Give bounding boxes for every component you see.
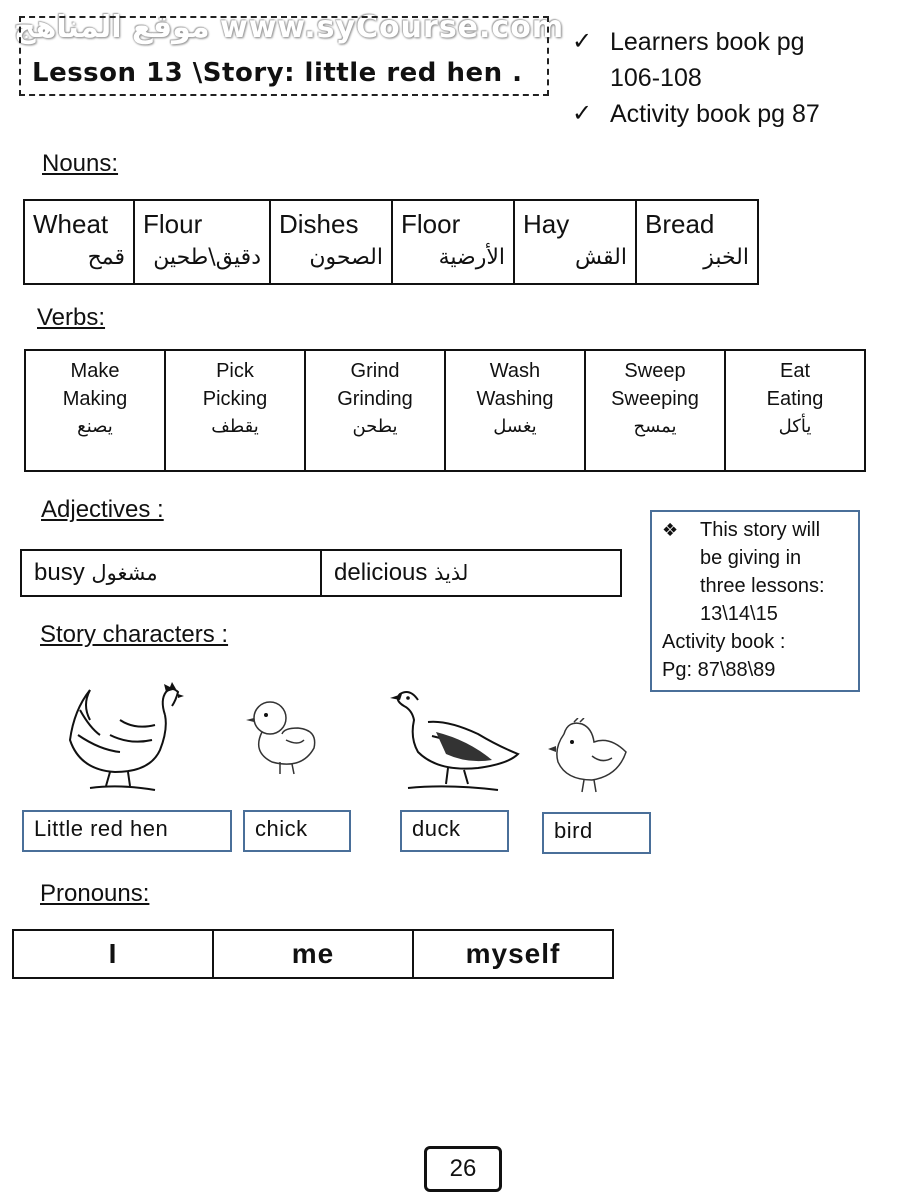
adjective-cell: delicious لذيذ <box>321 550 621 596</box>
noun-cell: Dishes الصحون <box>270 200 392 284</box>
checklist-item <box>572 60 820 96</box>
noun-cell: Floor الأرضية <box>392 200 514 284</box>
noun-cell: Bread الخبز <box>636 200 758 284</box>
character-label-bird: bird <box>542 812 651 854</box>
verb-cell: Make Making يصنع <box>25 350 165 471</box>
reference-checklist <box>572 24 820 132</box>
pronouns-table <box>12 929 614 979</box>
noun-cell: Wheat قمح <box>24 200 134 284</box>
verb-cell: Grind Grinding يطحن <box>305 350 445 471</box>
chick-illustration <box>242 690 322 780</box>
character-label-chick: chick <box>243 810 351 852</box>
checklist-text: Learners book pg <box>610 28 805 56</box>
verb-cell: Sweep Sweeping يمسح <box>585 350 725 471</box>
character-label-hen: Little red hen <box>22 810 232 852</box>
table-row <box>13 930 613 978</box>
noun-cell: Flour دقيق\طحين <box>134 200 270 284</box>
diamond-bullet-icon: ❖ <box>662 520 679 540</box>
checkmark-icon: ✓ <box>572 28 593 55</box>
adjectives-heading: Adjectives : <box>41 496 164 523</box>
adjective-cell: busy مشغول <box>21 550 321 596</box>
checklist-text: 106-108 <box>610 64 702 92</box>
checklist-item <box>572 24 820 60</box>
character-label-duck: duck <box>400 810 509 852</box>
verb-cell: Eat Eating يأكل <box>725 350 865 471</box>
table-row <box>24 200 758 284</box>
checkmark-icon: ✓ <box>572 100 593 127</box>
noun-cell: Hay القش <box>514 200 636 284</box>
bird-illustration <box>548 718 630 796</box>
lesson-title: Lesson 13 \Story: little red hen . <box>32 58 523 88</box>
pronoun-cell: me <box>213 930 413 978</box>
pronoun-cell: myself <box>413 930 613 978</box>
verb-cell: Wash Washing يغسل <box>445 350 585 471</box>
watermark: موقع المناهج www.syCourse.com <box>14 10 565 45</box>
nouns-table <box>23 199 759 285</box>
adjectives-table <box>20 549 622 597</box>
checklist-item <box>572 96 820 132</box>
nouns-heading: Nouns: <box>42 150 119 177</box>
page-number: 26 <box>424 1146 502 1192</box>
hen-illustration <box>60 680 185 795</box>
duck-illustration <box>388 680 523 795</box>
verb-cell: Pick Picking يقطف <box>165 350 305 471</box>
pronoun-cell: I <box>13 930 213 978</box>
lessons-note-box: ❖ This story will be giving in three lessons: 13\14\15 Activity book : Pg: 87\88\89 <box>650 510 860 692</box>
verbs-table <box>24 349 866 472</box>
checklist-text: Activity book pg 87 <box>610 100 820 128</box>
characters-heading: Story characters : <box>40 621 229 648</box>
table-row <box>21 550 621 596</box>
table-row <box>25 350 865 471</box>
verbs-heading: Verbs: <box>37 304 106 331</box>
pronouns-heading: Pronouns: <box>40 880 150 907</box>
